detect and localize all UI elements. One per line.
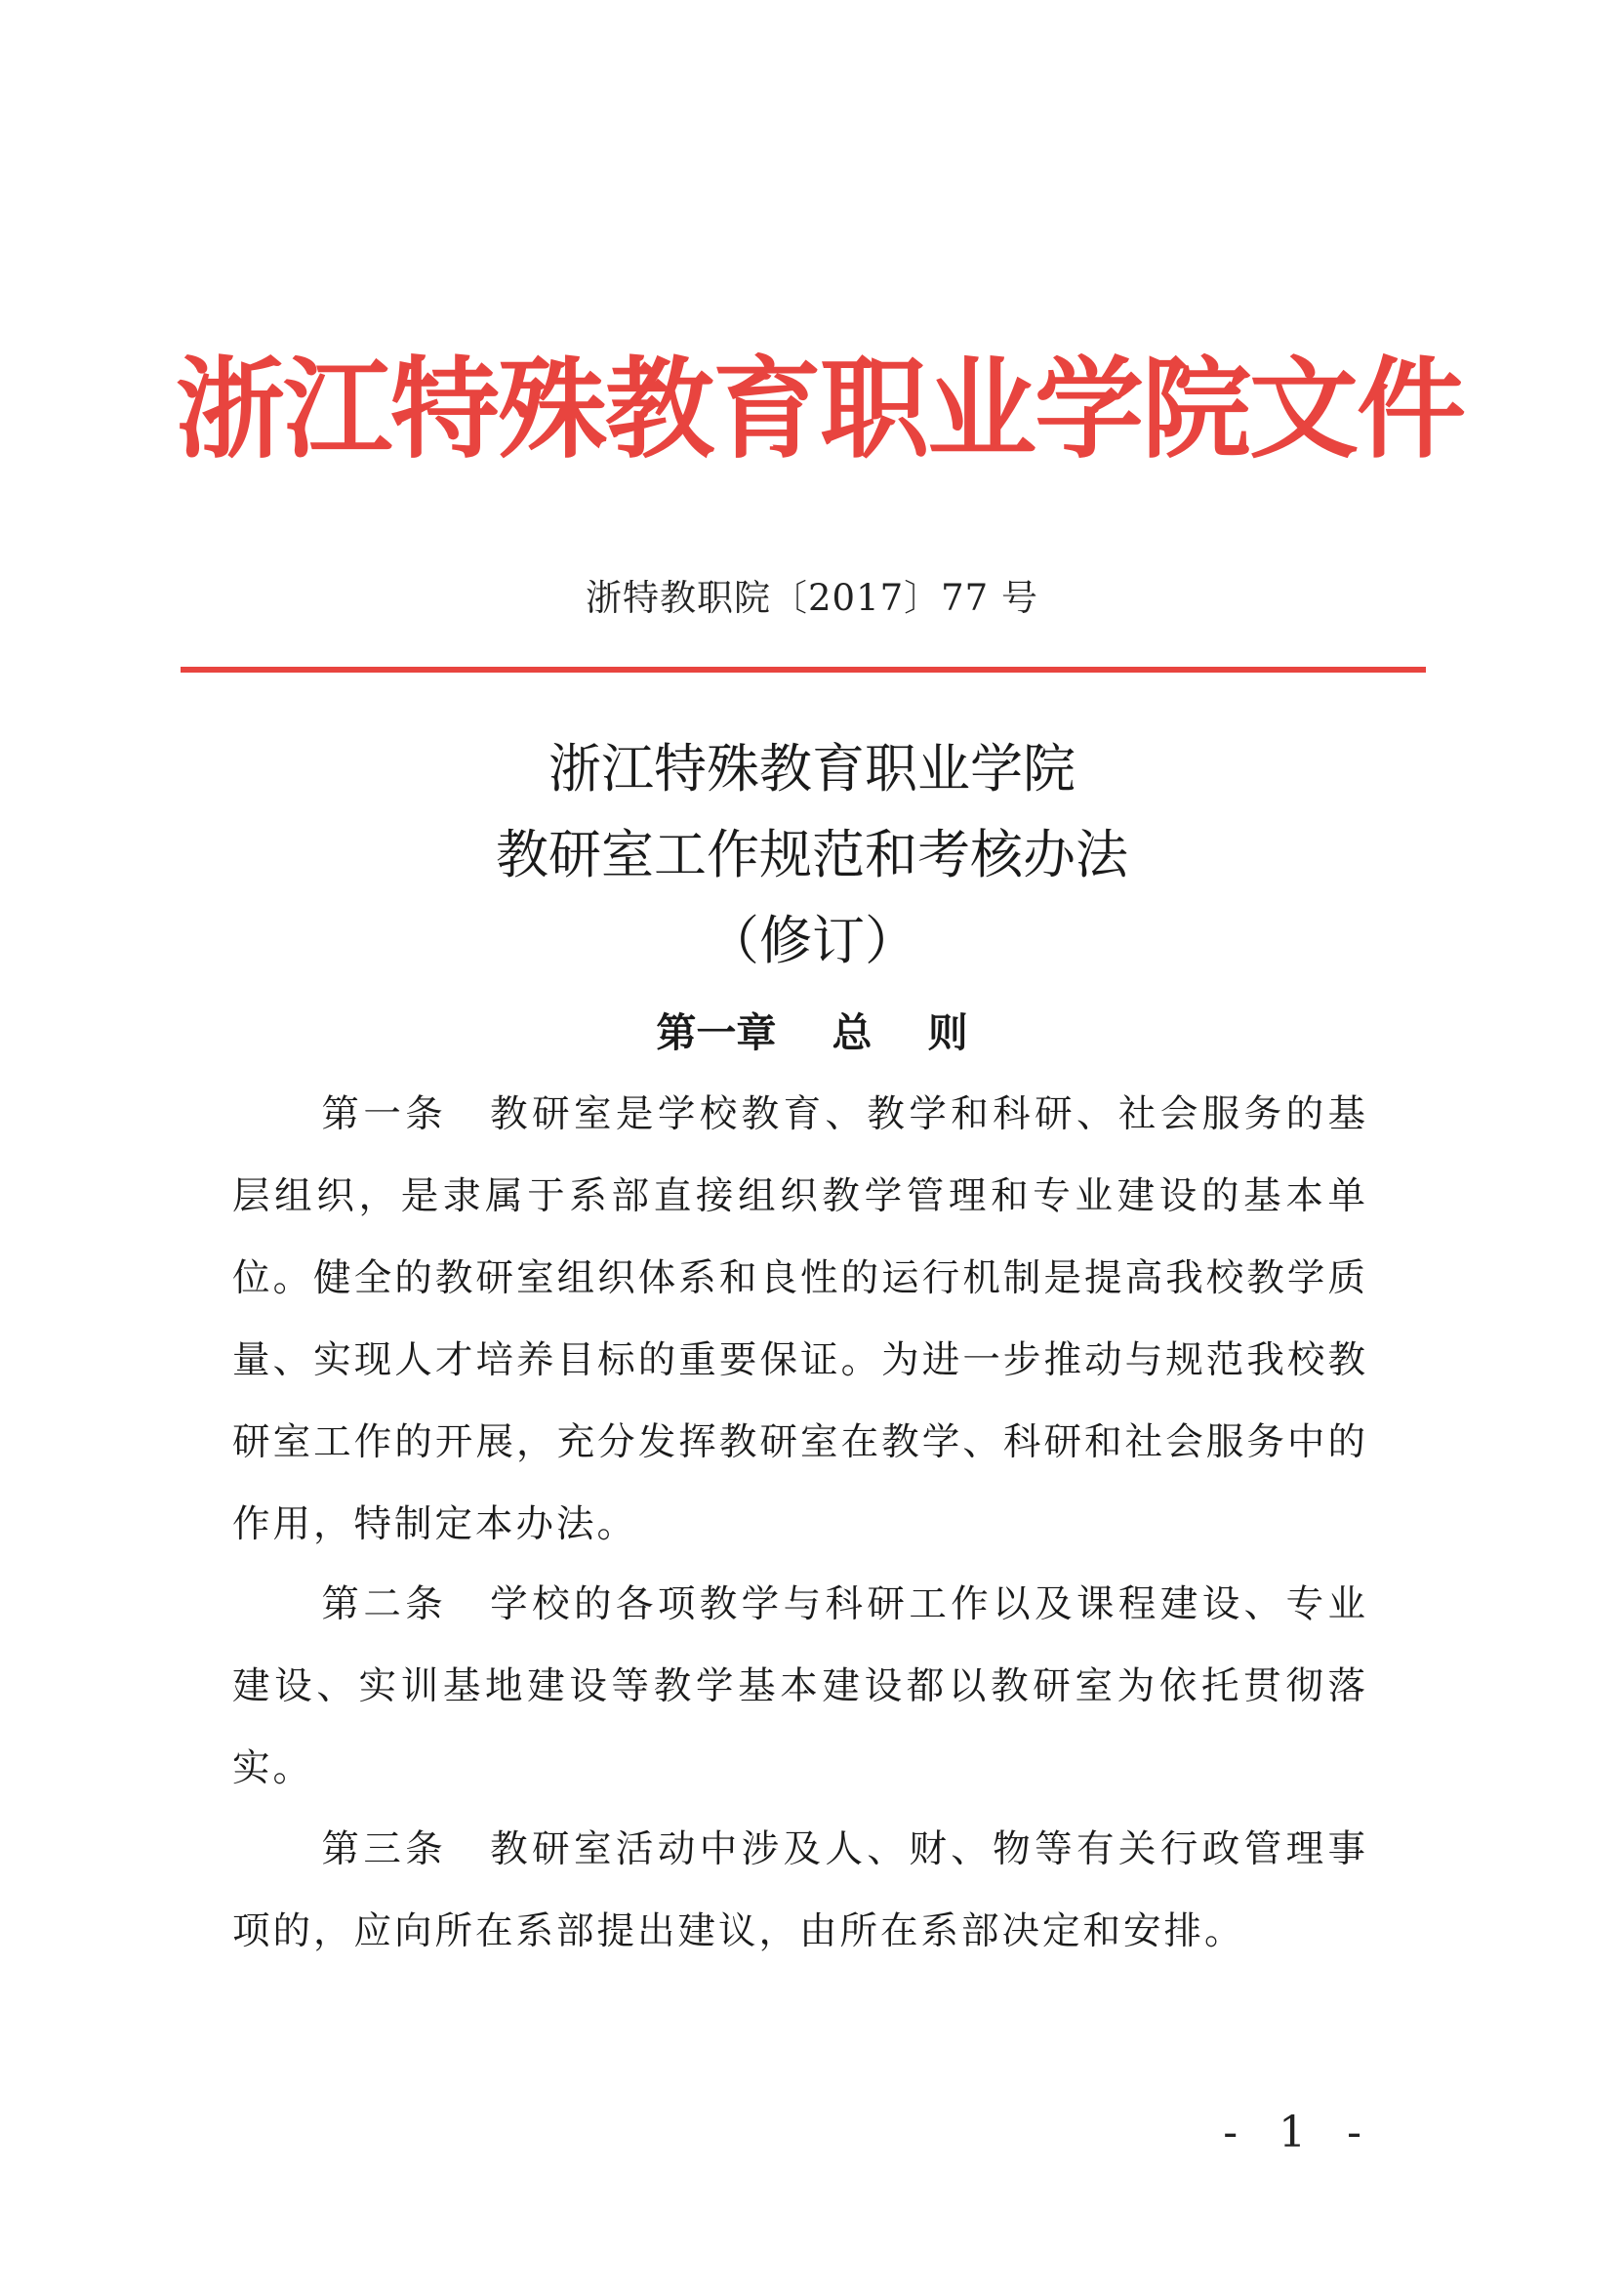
article-label: 第一条 (320, 1092, 448, 1136)
document-masthead: 浙江特殊教育职业学院文件 (176, 346, 1464, 473)
page-number: - 1 - (1223, 2108, 1375, 2157)
article-paragraph (232, 1074, 1368, 1566)
document-title-line-3: （修订） (707, 910, 917, 971)
article-label: 第三条 (320, 1827, 448, 1871)
article-paragraph (232, 1564, 1368, 1810)
red-separator-rule (181, 667, 1426, 673)
document-title-line-1: 浙江特殊教育职业学院 (548, 738, 1076, 800)
article-text: 学校的各项教学与科研工作以及课程建设、专业建设、实训基地建设等教学基本建设都以教研室为依托贯彻落实。 (232, 1582, 1368, 1790)
chapter-heading: 第一章 总 则 (656, 1009, 968, 1056)
article-text: 教研室活动中涉及人、财、物等有关行政管理事项的，应向所在系部提出建议，由所在系部决定和安排。 (232, 1827, 1368, 1953)
article-text: 教研室是学校教育、教学和科研、社会服务的基层组织，是隶属于系部直接组织教学管理和专业建设的基本单位。健全的教研室组织体系和良性的运行机制是提高我校教学质量、实现人才培养目标的重要保证。为进一步推动与规范我校教研室工作的开展，充分发挥教研室在教学、科研和社会服务中的作用，特制定本办法。 (232, 1092, 1368, 1546)
article-paragraph (232, 1809, 1368, 1973)
document-number: 浙特教职院〔2017〕77 号 (585, 577, 1038, 619)
article-label: 第二条 (320, 1582, 448, 1626)
document-title-line-2: 教研室工作规范和考核办法 (496, 824, 1128, 885)
